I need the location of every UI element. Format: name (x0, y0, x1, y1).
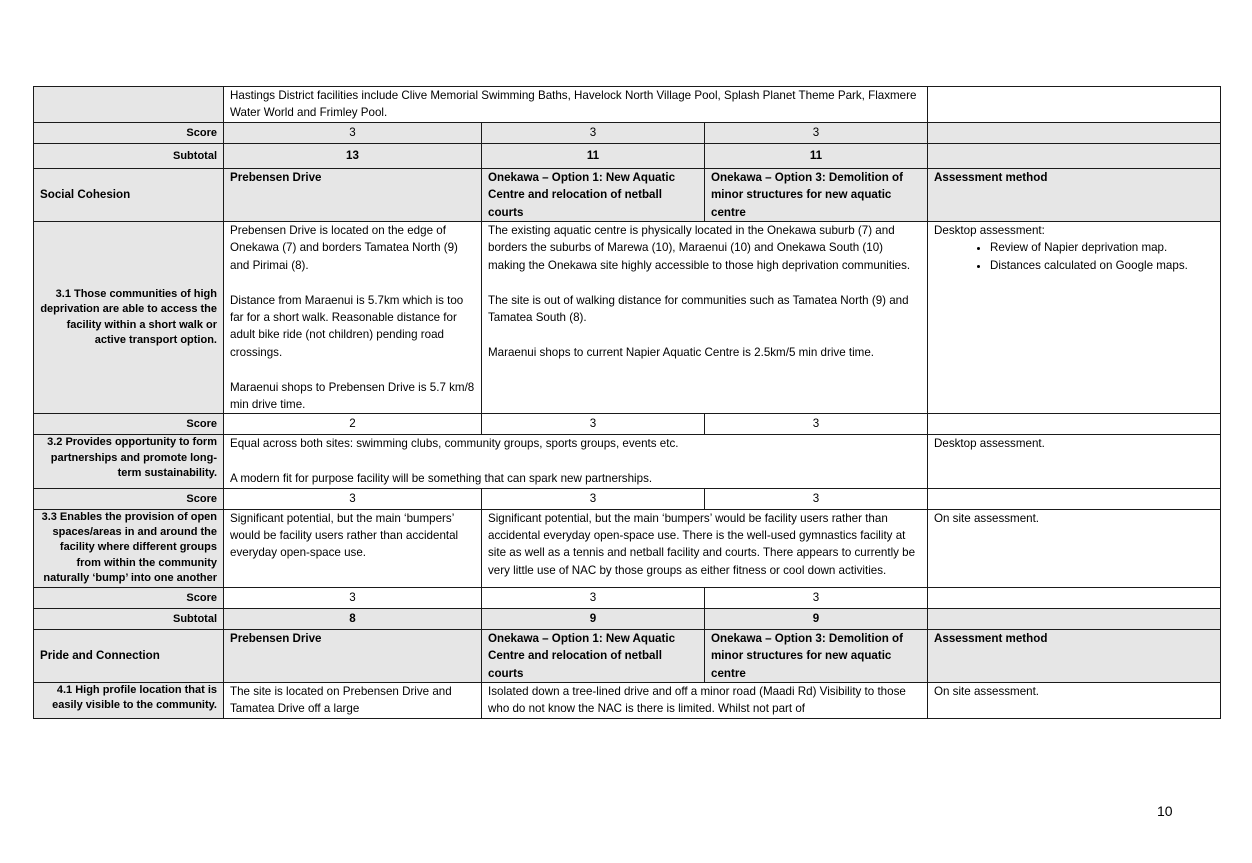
criterion-prebensen-text: The site is located on Prebensen Drive and Tamatea Drive off a large (224, 682, 482, 718)
score-option1: 3 (482, 488, 705, 509)
criterion-label: 3.2 Provides opportunity to form partnerships and promote long-term sustainability. (34, 435, 224, 488)
criterion-onekawa-text: Isolated down a tree-lined drive and off a minor road (Maadi Rd) Visibility to those who do not know the NAC is there is limited. Whilst not part of (482, 682, 928, 718)
score-prebensen: 3 (224, 122, 482, 143)
criterion-3-2-row (34, 435, 1221, 488)
col-option1: Onekawa – Option 1: New Aquatic Centre and relocation of netball courts (482, 629, 705, 682)
score-method (928, 587, 1221, 608)
intro-label-cell (34, 87, 224, 123)
paragraph: Prebensen Drive is located on the edge of Onekawa (7) and borders Tamatea North (9) and Pirimai (8). (230, 224, 458, 272)
section-title: Social Cohesion (34, 168, 224, 221)
subtotal-method (928, 143, 1221, 168)
method-text: Desktop assessment: (934, 224, 1045, 238)
criterion-method (928, 222, 1221, 414)
score-prebensen: 3 (224, 587, 482, 608)
score-option3: 3 (705, 414, 928, 435)
criterion-method: Desktop assessment. (928, 435, 1221, 488)
subtotal-option1: 9 (482, 608, 705, 629)
score-row-3-3 (34, 587, 1221, 608)
paragraph: The site is out of walking distance for communities such as Tamatea North (9) and Tamatea South (8). (488, 293, 909, 325)
subtotal-option1: 11 (482, 143, 705, 168)
score-label: Score (34, 414, 224, 435)
assessment-table (33, 86, 1221, 719)
criterion-3-3-row (34, 509, 1221, 587)
criterion-label: 3.3 Enables the provision of open spaces/areas in and around the facility where different groups from within the community naturally ‘bump’ into one another (34, 509, 224, 587)
score-prebensen: 3 (224, 488, 482, 509)
score-option3: 3 (705, 122, 928, 143)
col-prebensen: Prebensen Drive (224, 629, 482, 682)
subtotal-prebensen: 13 (224, 143, 482, 168)
col-option1: Onekawa – Option 1: New Aquatic Centre and relocation of netball courts (482, 168, 705, 221)
score-row-2-4 (34, 122, 1221, 143)
score-method (928, 488, 1221, 509)
col-method: Assessment method (928, 629, 1221, 682)
col-option3: Onekawa – Option 3: Demolition of minor structures for new aquatic centre (705, 629, 928, 682)
score-method (928, 122, 1221, 143)
intro-text: Hastings District facilities include Clive Memorial Swimming Baths, Havelock North Village Pool, Splash Planet Theme Park, Flaxmere Water World and Frimley Pool. (224, 87, 928, 123)
criterion-method: On site assessment. (928, 682, 1221, 718)
section-header-pride (34, 629, 1221, 682)
score-option3: 3 (705, 488, 928, 509)
score-option1: 3 (482, 587, 705, 608)
paragraph: Maraenui shops to current Napier Aquatic Centre is 2.5km/5 min drive time. (488, 345, 874, 359)
score-option1: 3 (482, 414, 705, 435)
score-method (928, 414, 1221, 435)
method-list (934, 239, 1214, 274)
subtotal-option3: 9 (705, 608, 928, 629)
criterion-prebensen-text (224, 222, 482, 414)
paragraph: Equal across both sites: swimming clubs, community groups, sports groups, events etc. (230, 437, 679, 451)
list-item: • Review of Napier deprivation map. (990, 239, 1214, 256)
criterion-method: On site assessment. (928, 509, 1221, 587)
score-prebensen: 2 (224, 414, 482, 435)
col-prebensen: Prebensen Drive (224, 168, 482, 221)
paragraph: Distance from Maraenui is 5.7km which is too far for a short walk. Reasonable distance for adult bike ride (not children) pending road crossings. (230, 293, 464, 359)
subtotal-row-2 (34, 143, 1221, 168)
intro-method-cell (928, 87, 1221, 123)
score-row-3-2 (34, 488, 1221, 509)
score-label: Score (34, 122, 224, 143)
score-label: Score (34, 587, 224, 608)
score-option3: 3 (705, 587, 928, 608)
criterion-onekawa-text (482, 222, 928, 414)
paragraph: The existing aquatic centre is physically located in the Onekawa suburb (7) and borders the suburbs of Marewa (10), Maraenui (10) and Onekawa South (10) making the Onekawa site highly accessible to those high deprivation communities. (488, 224, 911, 272)
list-item: • Distances calculated on Google maps. (990, 257, 1214, 274)
col-option3: Onekawa – Option 3: Demolition of minor structures for new aquatic centre (705, 168, 928, 221)
criterion-4-1-row (34, 682, 1221, 718)
section-title: Pride and Connection (34, 629, 224, 682)
col-method: Assessment method (928, 168, 1221, 221)
subtotal-method (928, 608, 1221, 629)
subtotal-prebensen: 8 (224, 608, 482, 629)
section-header-social (34, 168, 1221, 221)
score-row-3-1 (34, 414, 1221, 435)
criterion-shared-text (224, 435, 928, 488)
criterion-3-1-row (34, 222, 1221, 414)
paragraph: Maraenui shops to Prebensen Drive is 5.7 km/8 min drive time. (230, 380, 475, 412)
page-number: 10 (1157, 803, 1173, 819)
subtotal-label: Subtotal (34, 143, 224, 168)
subtotal-row-3 (34, 608, 1221, 629)
criterion-onekawa-text: Significant potential, but the main ‘bumpers’ would be facility users rather than accidental everyday open-space use. There is the well-used gymnastics facility at site as well as a tennis and netball facility and courts. There appears to currently be very little use of NAC by those groups as either fitness or cool down activities. (482, 509, 928, 587)
subtotal-option3: 11 (705, 143, 928, 168)
subtotal-label: Subtotal (34, 608, 224, 629)
intro-row (34, 87, 1221, 123)
score-label: Score (34, 488, 224, 509)
criterion-prebensen-text: Significant potential, but the main ‘bumpers’ would be facility users rather than accidental everyday open-space use. (224, 509, 482, 587)
criterion-label: 4.1 High profile location that is easily visible to the community. (34, 682, 224, 718)
score-option1: 3 (482, 122, 705, 143)
paragraph: A modern fit for purpose facility will be something that can spark new partnerships. (230, 472, 653, 486)
criterion-label: 3.1 Those communities of high deprivation are able to access the facility within a short walk or active transport option. (34, 222, 224, 414)
